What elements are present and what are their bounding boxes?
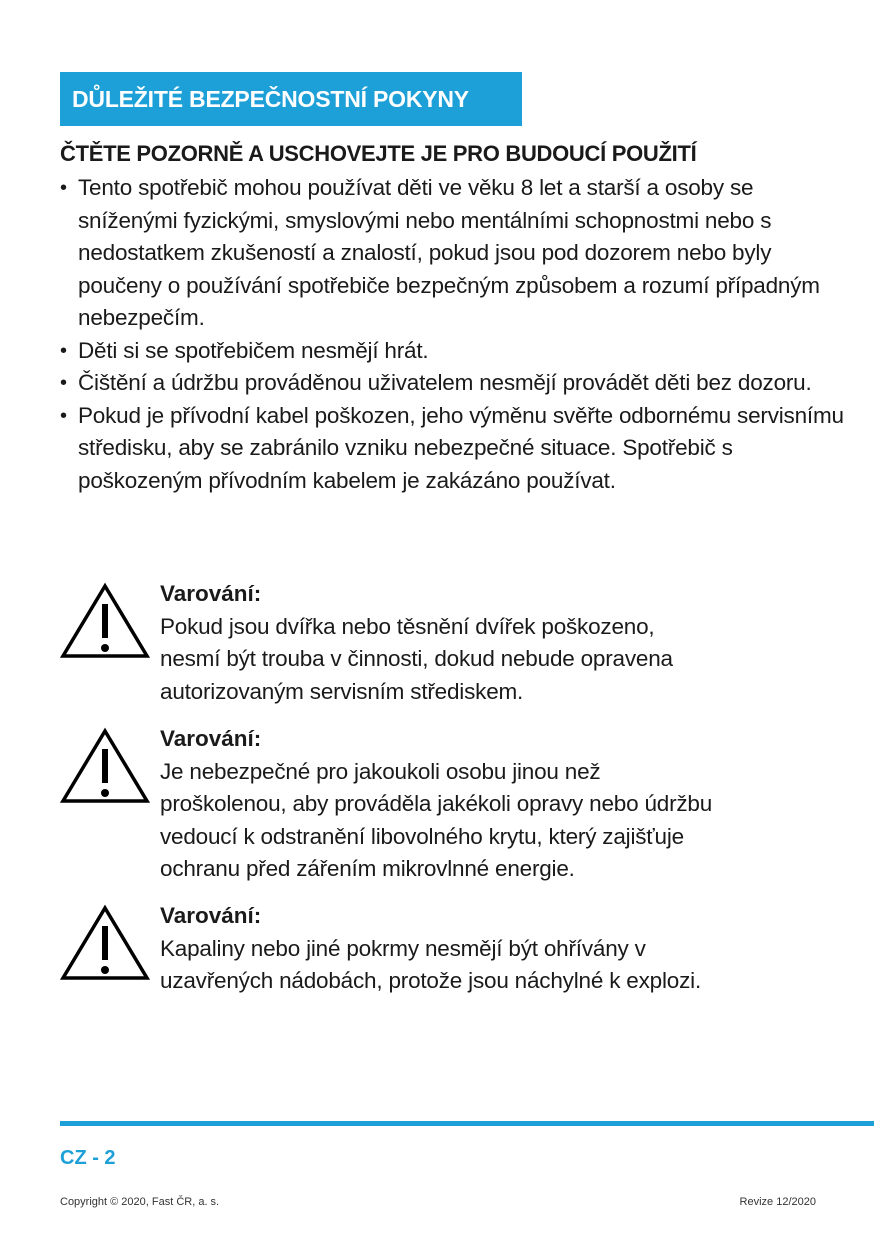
warning-line: vedoucí k odstranění libovolného krytu, který zajišťuje (160, 823, 684, 849)
bullet-item: • Tento spotřebič mohou používat děti ve věku 8 let a starší a osoby se sníženými fyzickými, smyslovými nebo mentálními schopnostmi nebo s nedostatkem zkušeností a znalostí, pokud jsou pod dozorem nebo byly poučeny o používání spotřebiče bezpečným způsobem a rozumí případným nebezpečím. (60, 172, 850, 335)
warning-body (160, 611, 840, 709)
warning-line: Je nebezpečné pro jakoukoli osobu jinou než (160, 758, 601, 784)
bullet-item: • Děti si se spotřebičem nesmějí hrát. (60, 335, 850, 368)
page-number: CZ - 2 (60, 1147, 116, 1169)
warning-line: nesmí být trouba v činnosti, dokud nebude opravena (160, 646, 673, 671)
warning-line: ochranu před zářením mikrovlnné energie. (160, 856, 575, 881)
warning-triangle-icon (60, 727, 150, 805)
revision-text: Revize 12/2020 (739, 1196, 816, 1208)
warning-triangle-icon (60, 582, 150, 660)
warning-title: Varování: (160, 903, 262, 928)
warning-body (160, 933, 840, 998)
bullet-item: • Čištění a údržbu prováděnou uživatelem nesmějí provádět děti bez dozoru. (60, 367, 850, 400)
warning-line: uzavřených nádobách, protože jsou náchylné k explozi. (160, 968, 701, 993)
warning-triangle-icon (60, 904, 150, 982)
warning-line: proškolenou, aby prováděla jakékoli opravy nebo údržbu (160, 791, 713, 816)
footer-divider (60, 1121, 874, 1126)
warning-line: Kapaliny nebo jiné pokrmy nesmějí být ohřívány v (160, 935, 646, 961)
section-banner: DŮLEŽITÉ BEZPEČNOSTNÍ POKYNY (60, 72, 522, 126)
warning-title: Varování: (160, 726, 262, 751)
warning-body (160, 756, 840, 886)
warning-line: Pokud jsou dvířka nebo těsnění dvířek poškozeno, (160, 613, 655, 639)
bullet-item: • Pokud je přívodní kabel poškozen, jeho výměnu svěřte odbornému servisnímu středisku, aby se zabránilo vzniku nebezpečné situace. Spotřebič s poškozeným přívodním kabelem je zakázáno používat. (60, 400, 850, 498)
warning-title: Varování: (160, 581, 262, 606)
section-subtitle: ČTĚTE POZORNĚ A USCHOVEJTE JE PRO BUDOUCÍ POUŽITÍ (60, 141, 697, 166)
copyright-text: Copyright © 2020, Fast ČR, a. s. (60, 1196, 220, 1208)
warning-line: autorizovaným servisním střediskem. (160, 678, 524, 704)
safety-bullet-list (60, 172, 850, 497)
